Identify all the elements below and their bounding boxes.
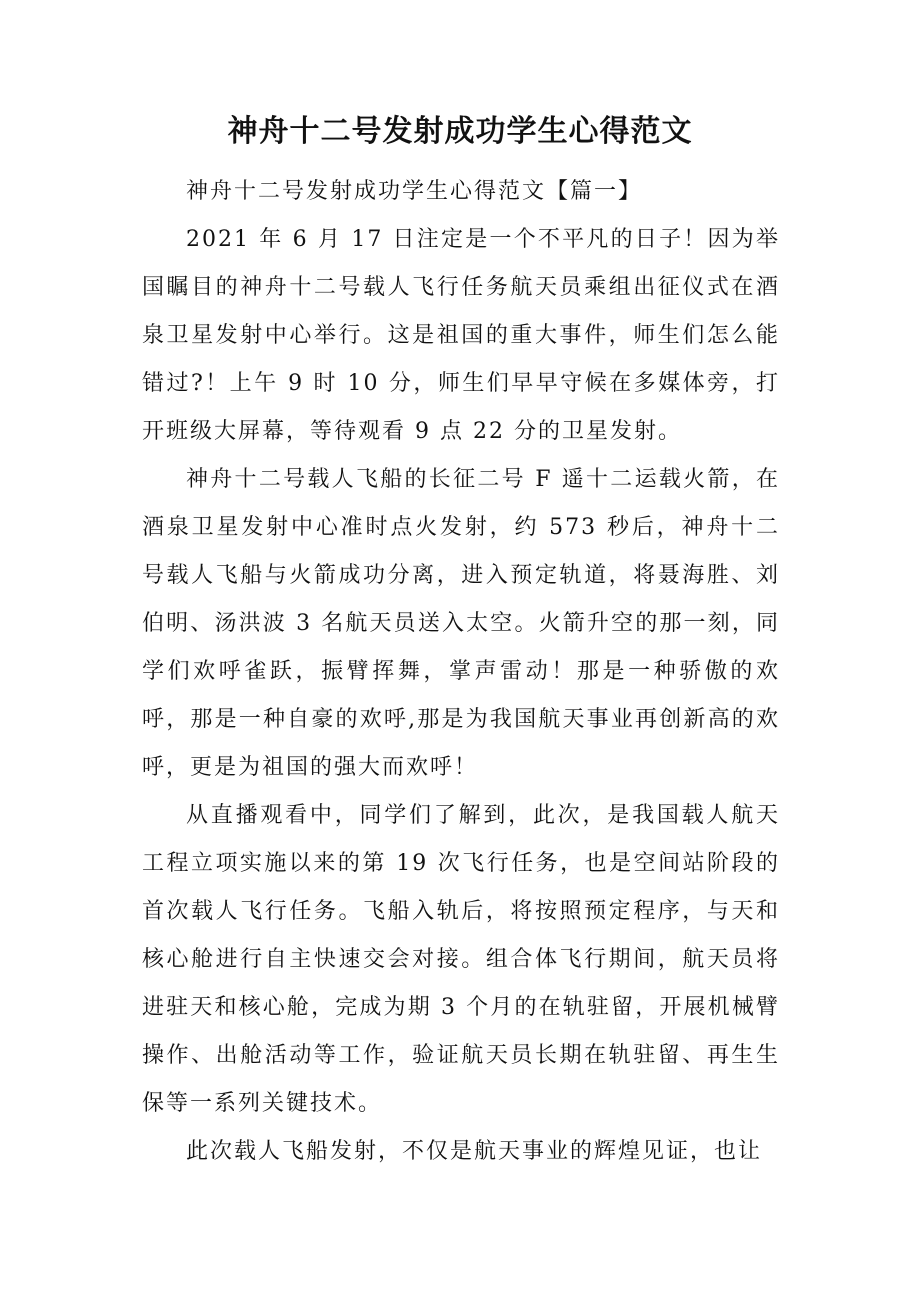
paragraph: 2021 年 6 月 17 日注定是一个不平凡的日子！因为举国瞩目的神舟十二号载人飞行任务航天员乘组出征仪式在酒泉卫星发射中心举行。这是祖国的重大事件，师生们怎么能错过?！上午 9 时 10 分，师生们早早守候在多媒体旁，打开班级大屏幕，等待观看 9 点 22 分的卫星发射。 [142, 227, 780, 444]
section-heading: 神舟十二号发射成功学生心得范文【篇一】 [186, 179, 643, 204]
document-body [142, 168, 780, 1176]
document-title: 神舟十二号发射成功学生心得范文 [227, 114, 693, 149]
paragraph: 神舟十二号载人飞船的长征二号 F 遥十二运载火箭，在酒泉卫星发射中心准时点火发射，约 573 秒后，神舟十二号载人飞船与火箭成功分离，进入预定轨道，将聂海胜、刘伯明、汤洪波 3 名航天员送入太空。火箭升空的那一刻，同学们欢呼雀跃，振臂挥舞，掌声雷动！那是一种骄傲的欢呼，那是一种自豪的欢呼,那是为我国航天事业再创新高的欢呼，更是为祖国的强大而欢呼！ [142, 467, 780, 780]
paragraph: 此次载人飞船发射，不仅是航天事业的辉煌见证，也让 [186, 1139, 763, 1164]
paragraph: 从直播观看中，同学们了解到，此次，是我国载人航天工程立项实施以来的第 19 次飞行任务，也是空间站阶段的首次载人飞行任务。飞船入轨后，将按照预定程序，与天和核心舱进行自主快速交会对接。组合体飞行期间，航天员将进驻天和核心舱，完成为期 3 个月的在轨驻留，开展机械臂操作、出舱活动等工作，验证航天员长期在轨驻留、再生生保等一系列关键技术。 [142, 803, 780, 1116]
